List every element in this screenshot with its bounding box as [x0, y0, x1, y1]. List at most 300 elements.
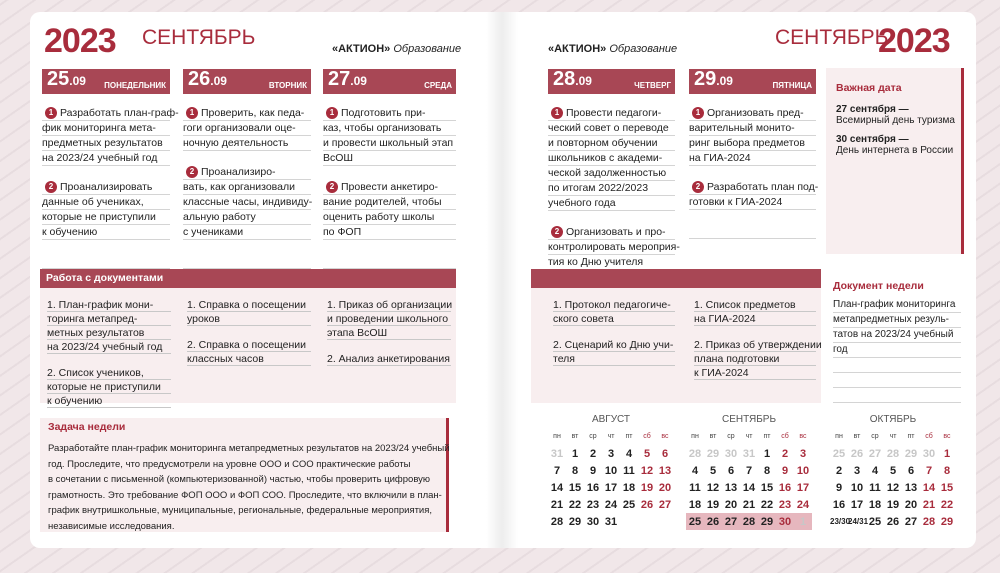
calendar-weekday: вс	[799, 433, 807, 440]
day-header	[323, 69, 456, 94]
calendar-day: 17	[850, 498, 864, 511]
calendar-day: 19	[640, 481, 654, 494]
day-header	[548, 69, 675, 94]
document-item-line: 1. Протокол педагогиче-	[553, 298, 675, 312]
task-of-week-title: Задача недели	[48, 421, 126, 433]
calendar-week-row	[830, 479, 956, 496]
task-number-badge: 2	[551, 226, 563, 238]
task-of-week-line: грамотность. Это требование ФОП ООО и ФОП СОО. Проследите, что включили в план-	[48, 489, 442, 501]
day-column-29	[689, 68, 819, 239]
document-item-line: 2. Сценарий ко Дню учи-	[553, 339, 674, 351]
document-item-line: 2. Анализ анкетирования	[327, 353, 450, 365]
document-item-line: плана подготовки	[694, 352, 816, 366]
calendar-day: 9	[835, 481, 843, 494]
calendar-weekday-row	[830, 428, 956, 445]
document-item-line: этапа ВсОШ	[327, 326, 451, 340]
document-item-line: ского совета	[553, 312, 675, 326]
calendar-month-title: СЕНТЯБРЬ	[721, 414, 777, 425]
calendar-day: 25	[868, 515, 882, 528]
day-date: 26	[188, 68, 211, 90]
calendar-week-row	[686, 479, 812, 496]
calendar-september	[686, 414, 812, 530]
calendar-day: 20	[724, 498, 738, 511]
calendar-day: 3	[607, 447, 615, 460]
day-tasks	[183, 106, 311, 269]
day-tasks	[548, 106, 680, 270]
calendar-weekday: пт	[763, 433, 771, 440]
documents-title: Работа с документами	[40, 269, 456, 288]
calendar-day: 8	[943, 464, 951, 477]
blank-line	[833, 373, 961, 388]
calendar-weekday: пн	[691, 433, 699, 440]
day-column-26	[183, 69, 311, 269]
day-column-25	[42, 68, 179, 269]
document-item-line: 2. Справка о посещении	[187, 338, 311, 352]
day-tasks	[42, 106, 179, 269]
calendar-day: 25	[832, 447, 846, 460]
task-number-badge: 2	[45, 181, 57, 193]
document-item	[327, 298, 451, 340]
task-item	[548, 106, 675, 211]
day-month: .09	[69, 74, 86, 88]
task-text-line: ческий совет о переводе	[548, 121, 675, 136]
calendar-day: 23	[586, 498, 600, 511]
calendar-day: 9	[589, 464, 597, 477]
task-number-badge: 2	[692, 181, 704, 193]
calendar-day: 20	[658, 481, 672, 494]
task-number-badge: 1	[692, 107, 704, 119]
calendar-day: 1	[799, 515, 807, 528]
calendar-day: 6	[907, 464, 915, 477]
calendar-day: 26	[886, 515, 900, 528]
task-text-line: вание родителей, чтобы	[323, 195, 456, 210]
documents-column-28	[553, 298, 675, 378]
document-of-week-line: год	[833, 343, 961, 358]
year-left: 2023	[44, 22, 116, 60]
calendar-weekday-row	[548, 428, 674, 445]
task-text-line: ночную деятельность	[183, 136, 311, 151]
day-column-28	[548, 68, 680, 284]
document-item	[47, 298, 171, 354]
document-item	[187, 298, 311, 326]
task-item	[42, 180, 170, 240]
document-item	[553, 338, 675, 366]
calendar-day: 28	[886, 447, 900, 460]
task-text-line: варительный монито-	[689, 121, 816, 136]
task-text-line: готовки к ГИА-2024	[689, 195, 816, 210]
document-item-line: и проведении школьного	[327, 312, 451, 326]
day-weekday: ПЯТНИЦА	[772, 81, 812, 90]
calendar-day: 29	[706, 447, 720, 460]
calendar-day: 27	[868, 447, 882, 460]
task-of-week-line: график внутришкольные, муниципальные, региональные, федеральные мероприятия,	[48, 505, 433, 516]
task-text-line: Проанализировать	[42, 180, 170, 195]
day-weekday: СРЕДА	[424, 81, 452, 90]
document-item-line: на ГИА-2024	[694, 312, 816, 326]
task-of-week-line: в сочетании с письменной (компьютеризованной) частью, чтобы проверить цифровую	[48, 474, 431, 485]
calendar-day: 30	[778, 515, 792, 528]
calendar-day: 6	[727, 464, 735, 477]
calendar-day: 8	[571, 464, 579, 477]
task-of-week-line: год. Проследите, что предусмотрели на уровне ООО и СОО практические работы	[48, 458, 411, 470]
calendar-day: 30	[586, 515, 600, 528]
calendar-day: 2	[781, 447, 789, 460]
calendar-day: 25	[622, 498, 636, 511]
calendar-day: 27	[724, 515, 738, 528]
document-item-line: 2. Приказ об утверждении	[694, 339, 822, 351]
calendar-day: 25	[688, 515, 702, 528]
documents-column-29	[694, 298, 822, 392]
calendar-weekday: чт	[745, 433, 753, 440]
day-month: .09	[575, 74, 592, 88]
calendar-day: 15	[568, 481, 582, 494]
task-text-line: к обучению	[42, 225, 170, 240]
calendar-day: 27	[904, 515, 918, 528]
calendar-day: 19	[886, 498, 900, 511]
calendar-week-row	[548, 445, 674, 462]
calendar-week-row	[548, 513, 674, 530]
calendar-day: 2	[589, 447, 597, 460]
document-item-line: классных часов	[187, 352, 311, 366]
calendar-day: 31	[550, 447, 564, 460]
task-text-line: по ФОП	[323, 225, 456, 240]
calendar-weekday: сб	[781, 433, 789, 440]
task-text-line: гоги организовали оце-	[183, 121, 311, 136]
calendar-weekday: пт	[907, 433, 915, 440]
task-text-line: которые не приступили	[42, 210, 170, 225]
calendar-weekday: вс	[661, 433, 669, 440]
document-of-week-title: Документ недели	[833, 280, 924, 292]
task-text-line: Проанализиро-	[183, 165, 311, 180]
day-weekday: ВТОРНИК	[268, 81, 307, 90]
day-column-27	[323, 69, 456, 269]
calendar-weekday: сб	[925, 433, 933, 440]
day-month: .09	[350, 74, 367, 88]
calendar-day: 11	[689, 481, 701, 494]
day-header	[689, 69, 816, 94]
calendar-day: 4	[625, 447, 633, 460]
calendar-weekday: ср	[871, 433, 879, 440]
document-item-line: теля	[553, 352, 675, 366]
important-date-title: Важная дата	[836, 82, 902, 94]
task-text-line: и провести школьный этап	[323, 136, 456, 151]
task-text-line: Разработать план-граф-	[42, 106, 170, 121]
calendar-day: 30	[724, 447, 738, 460]
task-item	[689, 106, 816, 166]
calendar-day: 16	[832, 498, 846, 511]
day-month: .09	[716, 74, 733, 88]
blank-line	[833, 388, 961, 403]
calendar-day: 30	[922, 447, 936, 460]
task-of-week-line: Разработайте план-график мониторинга метапредметных результатов на 2023/24 учебный	[48, 443, 450, 454]
calendar-day: 17	[604, 481, 618, 494]
calendar-day: 13	[658, 464, 672, 477]
calendar-weekday: вт	[571, 433, 579, 440]
task-text-line: ческой задолженностью	[548, 166, 675, 181]
calendar-week-row	[686, 496, 812, 513]
calendar-day: 21	[550, 498, 564, 511]
brand-logo-right: «АКТИОН» Образование	[548, 43, 678, 55]
calendar-day: 31	[742, 447, 756, 460]
calendar-month-title: ОКТЯБРЬ	[869, 414, 917, 425]
calendar-day: 5	[709, 464, 717, 477]
document-item-line: 2. Список учеников,	[47, 366, 171, 380]
task-text-line: тия ко Дню учителя	[548, 255, 675, 270]
document-of-week-line: метапредметных резуль-	[833, 313, 961, 328]
calendar-day: 13	[904, 481, 918, 494]
calendar-day: 12	[640, 464, 654, 477]
calendar-day: 3	[799, 447, 807, 460]
calendar-weekday: чт	[889, 433, 897, 440]
calendar-day: 24	[796, 498, 810, 511]
day-tasks	[689, 106, 819, 239]
calendar-day: 23/30	[830, 517, 851, 526]
brand-logo-left: «АКТИОН» Образование	[332, 43, 462, 55]
calendar-day: 29	[760, 515, 774, 528]
calendar-day: 12	[886, 481, 900, 494]
calendar-day: 1	[943, 447, 951, 460]
task-text-line: классные часы, индивиду-	[183, 196, 313, 208]
document-item	[694, 298, 816, 326]
calendar-day: 15	[940, 481, 954, 494]
task-text-line: и повторном обучении	[548, 136, 675, 151]
blank-line	[183, 254, 311, 269]
documents-column-26	[187, 298, 311, 378]
task-item	[323, 106, 456, 166]
calendar-day: 21	[742, 498, 756, 511]
document-item-line: 1. План-график мони-	[47, 298, 171, 312]
calendar-week-row	[686, 513, 812, 530]
calendar-day: 12	[706, 481, 720, 494]
day-weekday: ЧЕТВЕРГ	[634, 81, 671, 90]
calendar-day: 18	[622, 481, 636, 494]
calendar-week-row	[830, 445, 956, 462]
calendar-day: 18	[688, 498, 702, 511]
document-of-week-line: татов на 2023/24 учебный	[833, 328, 961, 343]
document-item	[694, 338, 822, 380]
task-text-line: ВсОШ	[323, 151, 456, 166]
task-of-week-line: независимые исследования.	[48, 520, 175, 532]
documents-column-25	[47, 298, 171, 420]
day-header	[183, 69, 311, 94]
calendar-weekday: вт	[709, 433, 717, 440]
calendar-week-row	[830, 462, 956, 479]
calendar-day: 6	[661, 447, 669, 460]
task-item	[183, 106, 311, 151]
task-item	[323, 180, 456, 240]
year-right: 2023	[878, 22, 950, 60]
day-number	[553, 68, 592, 92]
task-number-badge: 1	[45, 107, 57, 119]
task-text-line: контролировать мероприя-	[548, 241, 680, 253]
task-text-line: Разработать план под-	[689, 180, 816, 195]
calendar-weekday: вт	[853, 433, 861, 440]
calendar-day: 26	[706, 515, 720, 528]
task-text-line: школьников с академи-	[548, 151, 675, 166]
calendar-weekday: ср	[727, 433, 735, 440]
task-of-week	[40, 418, 449, 532]
calendar-week-row	[830, 513, 956, 530]
blank-line	[833, 358, 961, 373]
document-item-line: на 2023/24 учебный год	[47, 340, 171, 354]
calendar-day: 7	[745, 464, 753, 477]
documents-bar-right	[531, 269, 821, 288]
document-item	[187, 338, 311, 366]
calendar-day: 20	[904, 498, 918, 511]
calendar-day: 26	[850, 447, 864, 460]
calendar-weekday: чт	[607, 433, 615, 440]
calendar-month-title: АВГУСТ	[591, 414, 631, 425]
document-item-line: 1. Список предметов	[694, 298, 816, 312]
calendar-day: 10	[604, 464, 618, 477]
document-item-line: 1. Приказ об организации	[327, 299, 453, 311]
calendar-day: 23	[778, 498, 792, 511]
calendar-day: 14	[742, 481, 756, 494]
task-text-line: Проверить, как педа-	[183, 106, 311, 121]
calendar-week-row	[548, 479, 674, 496]
task-text-line: на ГИА-2024	[689, 151, 816, 166]
calendar-day: 7	[553, 464, 561, 477]
calendar-day: 29	[568, 515, 582, 528]
task-number-badge: 1	[186, 107, 198, 119]
day-date: 27	[328, 68, 351, 90]
month-title-right: СЕНТЯБРЬ	[775, 26, 889, 49]
day-number	[328, 68, 367, 92]
calendar-day: 18	[868, 498, 882, 511]
calendar-day: 17	[796, 481, 810, 494]
task-text-line: Провести анкетиро-	[323, 180, 456, 195]
calendar-day: 5	[643, 447, 651, 460]
calendar-day: 14	[922, 481, 936, 494]
document-item-line: которые не приступили	[47, 380, 171, 394]
task-text-line: ринг выбора предметов	[689, 136, 816, 151]
task-item	[183, 165, 311, 240]
task-item	[689, 180, 819, 210]
calendar-day: 24	[604, 498, 618, 511]
task-text-line: на 2023/24 учебный год	[42, 151, 170, 166]
calendar-day: 7	[925, 464, 933, 477]
calendar-day: 21	[922, 498, 936, 511]
calendar-day: 26	[640, 498, 654, 511]
calendar-weekday: сб	[643, 433, 651, 440]
document-item-line: метных результатов	[47, 326, 171, 340]
day-weekday: ПОНЕДЕЛЬНИК	[104, 81, 166, 90]
task-text-line: по итогам 2022/2023	[548, 181, 675, 196]
important-text-2: День интернета в России	[836, 145, 954, 156]
document-item-line: 1. Справка о посещении	[187, 298, 311, 312]
calendar-day: 29	[940, 515, 954, 528]
calendar-day: 24/31	[848, 517, 869, 526]
calendar-day: 28	[550, 515, 564, 528]
calendar-day: 4	[871, 464, 879, 477]
month-title-left: СЕНТЯБРЬ	[142, 26, 256, 49]
calendar-week-row	[548, 462, 674, 479]
calendar-day: 22	[940, 498, 954, 511]
calendar-day: 27	[658, 498, 672, 511]
calendar-day: 10	[850, 481, 864, 494]
task-number-badge: 2	[326, 181, 338, 193]
calendar-day: 22	[568, 498, 582, 511]
important-date-2: 30 сентября —	[836, 134, 909, 145]
task-text-line: оценить работу школы	[323, 210, 456, 225]
task-text-line: каз, чтобы организовать	[323, 121, 456, 136]
task-item	[42, 106, 179, 166]
document-item	[47, 366, 171, 408]
document-item	[553, 298, 675, 326]
calendar-day: 22	[760, 498, 774, 511]
document-item-line: к обучению	[47, 394, 171, 408]
document-item-line: торинга метапред-	[47, 312, 171, 326]
calendar-day: 4	[691, 464, 699, 477]
task-number-badge: 1	[326, 107, 338, 119]
calendar-weekday: пт	[625, 433, 633, 440]
calendar-day: 1	[571, 447, 579, 460]
day-date: 28	[553, 68, 576, 90]
calendar-weekday: пн	[835, 433, 843, 440]
document-of-week	[833, 280, 961, 403]
day-number	[47, 68, 86, 92]
calendar-day: 2	[835, 464, 843, 477]
calendar-day: 3	[853, 464, 861, 477]
day-number	[188, 68, 227, 92]
document-of-week-line: План-график мониторинга	[833, 298, 961, 313]
important-date-box	[826, 68, 964, 254]
day-tasks	[323, 106, 456, 269]
calendar-day: 28	[688, 447, 702, 460]
day-date: 25	[47, 68, 70, 90]
task-text-line: вать, как организовали	[183, 180, 311, 195]
day-number	[694, 68, 733, 92]
calendar-day: 15	[760, 481, 774, 494]
calendar-day: 19	[706, 498, 720, 511]
blank-line	[323, 254, 456, 269]
task-text-line: альную работу	[183, 210, 311, 225]
calendar-week-row	[686, 445, 812, 462]
calendar-day: 31	[604, 515, 618, 528]
calendar-week-row	[548, 496, 674, 513]
calendar-week-row	[830, 496, 956, 513]
task-text-line: фик мониторинга мета-	[42, 121, 170, 136]
blank-line	[42, 254, 170, 269]
calendar-day: 11	[623, 464, 635, 477]
calendar-weekday: вс	[943, 433, 951, 440]
task-text-line: учебного года	[548, 196, 675, 211]
document-item-line: к ГИА-2024	[694, 366, 816, 380]
calendar-day: 8	[763, 464, 771, 477]
calendar-day: 1	[763, 447, 771, 460]
calendar-october	[830, 414, 956, 530]
calendar-day: 28	[922, 515, 936, 528]
task-text-line: предметных результатов	[42, 136, 170, 151]
day-header	[42, 69, 170, 94]
documents-column-27	[327, 298, 451, 378]
calendar-day: 28	[742, 515, 756, 528]
task-number-badge: 1	[551, 107, 563, 119]
day-month: .09	[210, 74, 227, 88]
calendar-day: 13	[724, 481, 738, 494]
important-date-1: 27 сентября —	[836, 104, 909, 115]
task-number-badge: 2	[186, 166, 198, 178]
task-text-line: Подготовить при-	[323, 106, 456, 121]
calendar-week-row	[686, 462, 812, 479]
calendar-day: 11	[869, 481, 881, 494]
calendar-day: 16	[778, 481, 792, 494]
task-text-line: Организовать пред-	[689, 106, 816, 121]
blank-line	[689, 224, 816, 239]
task-text-line: Организовать и про-	[548, 225, 675, 240]
important-text-1: Всемирный день туризма	[836, 115, 955, 126]
calendar-weekday: ср	[589, 433, 597, 440]
